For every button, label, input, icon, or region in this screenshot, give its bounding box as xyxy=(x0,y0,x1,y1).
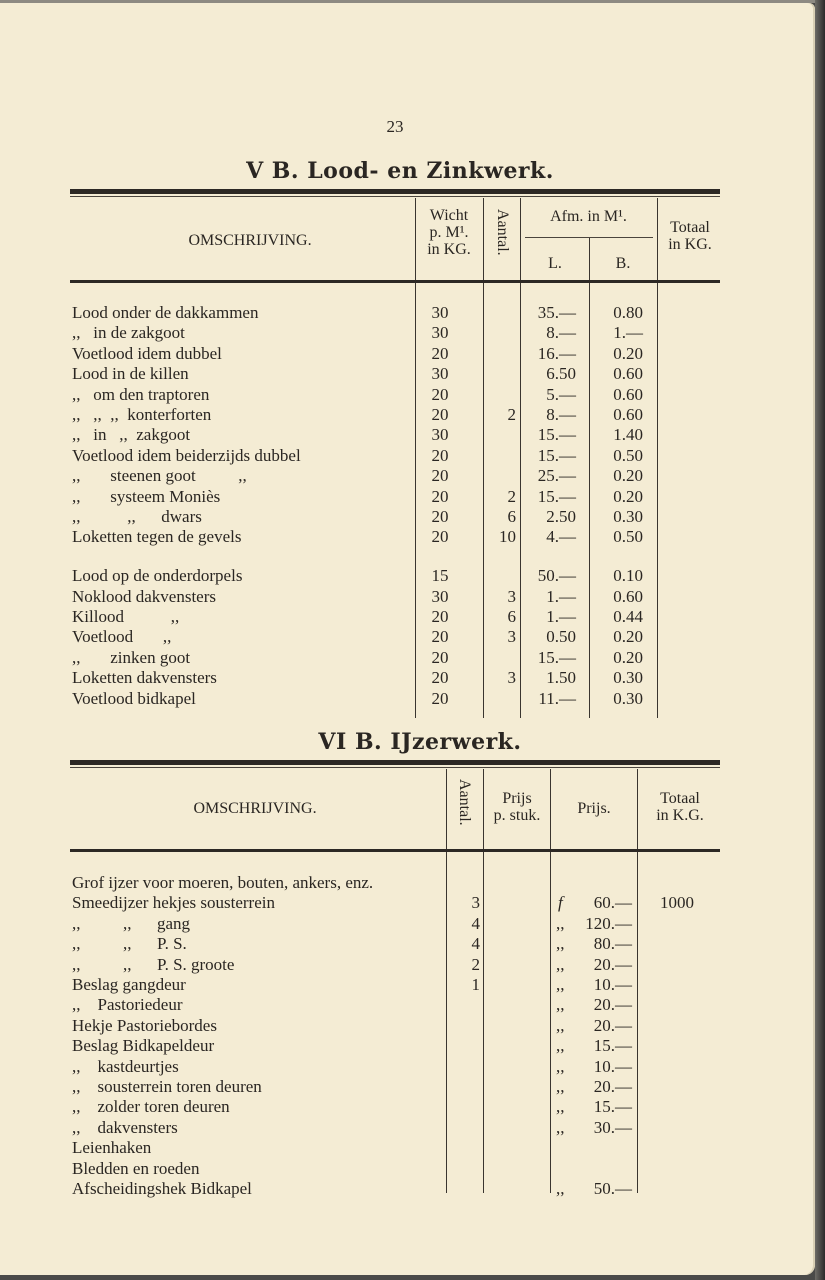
table-row xyxy=(0,914,720,934)
row-description: ,, Pastoriedeur xyxy=(72,995,183,1015)
row-prijs-value: 15.— xyxy=(593,1036,632,1056)
row-prijs xyxy=(552,1097,632,1117)
table-row xyxy=(0,1057,720,1077)
row-description: ,, in ,, zakgoot xyxy=(72,425,191,445)
row-prijs-prefix: ,, xyxy=(556,1036,565,1056)
row-aantal: 6 xyxy=(507,607,516,626)
row-wicht: 20 xyxy=(431,688,449,708)
row-prijs-prefix: ,, xyxy=(556,1117,565,1137)
row-breedte: 0.60 xyxy=(613,364,643,384)
row-prijs xyxy=(552,995,632,1015)
row-description: Killood ,, xyxy=(72,607,180,626)
header-line: Wicht xyxy=(429,207,469,224)
row-aantal: 2 xyxy=(471,954,480,974)
table1-header-b: B. xyxy=(615,255,631,272)
table-row xyxy=(0,934,720,954)
row-prijs-prefix: ,, xyxy=(556,1179,565,1198)
row-aantal: 2 xyxy=(507,486,516,506)
row-prijs-value: 20.— xyxy=(593,1015,632,1035)
row-prijs xyxy=(552,893,632,913)
row-prijs xyxy=(552,1016,632,1036)
row-description: Leienhaken xyxy=(72,1138,152,1158)
table1-header-afm: Afm. in M¹. xyxy=(550,208,627,225)
row-lengte: 25.— xyxy=(537,466,576,486)
table-row xyxy=(0,1179,720,1199)
row-description: Beslag gangdeur xyxy=(72,975,186,994)
row-lengte: 15.— xyxy=(537,445,576,465)
row-aantal: 3 xyxy=(507,586,516,606)
row-wicht: 20 xyxy=(431,507,449,526)
row-lengte: 35.— xyxy=(537,303,576,322)
row-lengte: 5.— xyxy=(546,384,576,404)
row-prijs-value: 10.— xyxy=(593,975,632,994)
row-prijs-prefix: ,, xyxy=(556,995,565,1015)
table-row xyxy=(0,648,720,668)
row-breedte: 0.20 xyxy=(613,627,643,647)
row-description: Lood onder de dakkammen xyxy=(72,303,259,322)
table2-header-bottom-rule xyxy=(70,849,720,852)
row-breedte: 0.30 xyxy=(613,668,643,688)
row-description: ,, ,, P. S. groote xyxy=(72,954,235,974)
header-line: Totaal xyxy=(670,219,710,236)
table1-afm-subrule xyxy=(525,237,653,238)
page-number: 23 xyxy=(386,117,404,136)
table1-top-thin-rule xyxy=(70,196,720,197)
row-wicht: 20 xyxy=(431,405,449,424)
row-aantal: 3 xyxy=(471,893,480,913)
table-row xyxy=(0,405,720,425)
table-row xyxy=(0,1159,720,1179)
row-breedte: 0.20 xyxy=(613,343,643,363)
row-prijs xyxy=(552,914,632,934)
table-row xyxy=(0,364,720,384)
row-breedte: 0.50 xyxy=(613,527,643,547)
row-description: ,, ,, dwars xyxy=(72,507,202,526)
row-breedte: 0.30 xyxy=(613,688,643,708)
row-description: Bledden en roeden xyxy=(72,1158,200,1178)
row-description: Noklood dakvensters xyxy=(72,586,217,606)
table-row xyxy=(0,507,720,527)
table-row xyxy=(0,995,720,1015)
row-wicht: 30 xyxy=(431,303,449,322)
row-description: Lood in de killen xyxy=(72,364,189,384)
row-prijs-value: 20.— xyxy=(593,995,632,1015)
row-aantal: 6 xyxy=(507,507,516,526)
table-row xyxy=(0,587,720,607)
header-line: in K.G. xyxy=(656,807,704,824)
row-description: ,, steenen goot ,, xyxy=(72,466,247,486)
row-prijs-prefix: ,, xyxy=(556,1077,565,1096)
row-description: ,, ,, ,, konterforten xyxy=(72,405,212,424)
row-wicht: 30 xyxy=(431,425,449,445)
row-breedte: 0.80 xyxy=(613,303,643,322)
row-wicht: 30 xyxy=(431,364,449,384)
row-description: ,, om den traptoren xyxy=(72,384,210,404)
table-row xyxy=(0,689,720,709)
table1-top-rule xyxy=(70,189,720,194)
row-lengte: 6.50 xyxy=(546,364,576,384)
header-line: in KG. xyxy=(427,241,471,258)
row-breedte: 0.60 xyxy=(613,384,643,404)
row-description: Lood op de onderdorpels xyxy=(72,566,243,586)
row-prijs-prefix: ,, xyxy=(556,934,565,954)
document-page xyxy=(0,3,815,1275)
row-wicht: 20 xyxy=(431,445,449,465)
row-wicht: 20 xyxy=(431,607,449,626)
row-breedte: 0.20 xyxy=(613,647,643,667)
row-prijs-prefix: ,, xyxy=(556,1056,565,1076)
row-prijs xyxy=(552,975,632,995)
row-breedte: 0.60 xyxy=(613,586,643,606)
row-description: ,, dakvensters xyxy=(72,1117,178,1137)
row-breedte: 0.60 xyxy=(613,405,643,424)
row-prijs xyxy=(552,1057,632,1077)
table2-header-prijs-stuk xyxy=(485,790,549,824)
row-breedte: 0.50 xyxy=(613,445,643,465)
table-row xyxy=(0,607,720,627)
row-prijs-value: 30.— xyxy=(593,1117,632,1137)
row-description: ,, zolder toren deuren xyxy=(72,1097,230,1117)
row-description: Loketten tegen de gevels xyxy=(72,527,242,547)
row-wicht: 15 xyxy=(431,566,449,586)
table-row xyxy=(0,975,720,995)
row-lengte: 2.50 xyxy=(546,507,576,526)
row-prijs-prefix: ,, xyxy=(556,954,565,974)
row-aantal: 4 xyxy=(471,913,480,933)
row-aantal: 3 xyxy=(507,627,516,647)
row-description: Voetlood bidkapel xyxy=(72,688,196,708)
row-breedte: 0.20 xyxy=(613,486,643,506)
row-description: Grof ijzer voor moeren, bouten, ankers, enz. xyxy=(72,873,374,892)
row-description: Loketten dakvensters xyxy=(72,668,217,688)
row-aantal: 4 xyxy=(471,934,480,954)
row-wicht: 30 xyxy=(431,586,449,606)
row-wicht: 20 xyxy=(431,384,449,404)
table-row xyxy=(0,955,720,975)
row-breedte: 0.20 xyxy=(613,466,643,486)
header-line: Totaal xyxy=(660,790,700,807)
row-lengte: 1.50 xyxy=(546,668,576,688)
row-description: ,, systeem Moniès xyxy=(72,486,221,506)
table-row xyxy=(0,1118,720,1138)
table-row xyxy=(0,1097,720,1117)
row-description: Hekje Pastoriebordes xyxy=(72,1015,217,1035)
table-row xyxy=(0,668,720,688)
row-lengte: 8.— xyxy=(546,405,576,424)
row-lengte: 11.— xyxy=(538,688,576,708)
table-row xyxy=(0,466,720,486)
header-line: p. M¹. xyxy=(429,224,469,241)
row-lengte: 1.— xyxy=(546,586,576,606)
row-prijs-prefix: ,, xyxy=(556,913,565,933)
table-row xyxy=(0,527,720,547)
section-title-lood-zinkwerk: V B. Lood- en Zinkwerk. xyxy=(246,158,554,184)
row-prijs-prefix: ,, xyxy=(556,1097,565,1117)
row-prijs-prefix: f xyxy=(558,893,563,913)
row-prijs xyxy=(552,1077,632,1097)
section-title-ijzerwerk: VI B. IJzerwerk. xyxy=(318,729,522,755)
row-totaal: 1000 xyxy=(660,893,694,913)
header-line: Prijs xyxy=(502,790,532,807)
row-prijs xyxy=(552,1036,632,1056)
row-description: Beslag Bidkapeldeur xyxy=(72,1036,215,1056)
row-description: Voetlood idem dubbel xyxy=(72,343,222,363)
row-description: ,, zinken goot xyxy=(72,647,191,667)
table2-header-aantal: Aantal. xyxy=(456,779,473,826)
table-row xyxy=(0,303,720,323)
header-line: p. stuk. xyxy=(493,807,541,824)
table1-header-totaal xyxy=(659,219,721,253)
table2-top-thin-rule xyxy=(70,767,720,768)
row-lengte: 0.50 xyxy=(546,627,576,647)
table-row xyxy=(0,487,720,507)
table-row xyxy=(0,873,720,893)
table-row xyxy=(0,446,720,466)
row-wicht: 30 xyxy=(431,323,449,343)
table-row xyxy=(0,1016,720,1036)
table1-header-wicht xyxy=(417,207,481,258)
row-aantal: 10 xyxy=(499,527,516,547)
table-row xyxy=(0,893,720,913)
row-prijs-value: 50.— xyxy=(593,1179,632,1198)
table2-header-omschrijving: OMSCHRIJVING. xyxy=(193,800,317,817)
row-prijs-value: 20.— xyxy=(593,1077,632,1096)
table1-header-l: L. xyxy=(548,255,562,272)
row-wicht: 20 xyxy=(431,343,449,363)
table-row xyxy=(0,385,720,405)
row-prijs-prefix: ,, xyxy=(556,975,565,994)
row-lengte: 1.— xyxy=(546,607,576,626)
row-aantal: 2 xyxy=(507,405,516,424)
row-prijs xyxy=(552,934,632,954)
table-row xyxy=(0,1036,720,1056)
table2-top-rule xyxy=(70,760,720,765)
row-breedte: 0.10 xyxy=(613,566,643,586)
row-breedte: 0.44 xyxy=(613,607,643,626)
row-breedte: 1.— xyxy=(613,323,643,343)
table-row xyxy=(0,323,720,343)
row-prijs-value: 120.— xyxy=(585,913,632,933)
row-description: ,, ,, gang xyxy=(72,913,191,933)
row-description: ,, in de zakgoot xyxy=(72,323,185,343)
row-lengte: 50.— xyxy=(537,566,576,586)
row-wicht: 20 xyxy=(431,466,449,486)
table1-header-omschrijving: OMSCHRIJVING. xyxy=(188,232,312,249)
book-page-edge xyxy=(815,0,825,1280)
row-wicht: 20 xyxy=(431,668,449,688)
row-aantal: 3 xyxy=(507,668,516,688)
row-breedte: 1.40 xyxy=(613,425,643,445)
row-prijs xyxy=(552,1179,632,1199)
row-breedte: 0.30 xyxy=(613,507,643,526)
row-description: Voetlood idem beiderzijds dubbel xyxy=(72,445,301,465)
row-wicht: 20 xyxy=(431,627,449,647)
row-description: Voetlood ,, xyxy=(72,627,172,647)
row-lengte: 15.— xyxy=(537,425,576,445)
row-description: Afscheidingshek Bidkapel xyxy=(72,1179,252,1198)
row-lengte: 15.— xyxy=(537,486,576,506)
row-description: ,, ,, P. S. xyxy=(72,934,187,954)
row-lengte: 15.— xyxy=(537,647,576,667)
table-row xyxy=(0,1077,720,1097)
table-row xyxy=(0,344,720,364)
row-prijs xyxy=(552,1118,632,1138)
row-prijs-value: 60.— xyxy=(593,893,632,913)
row-prijs-value: 20.— xyxy=(593,954,632,974)
table-row xyxy=(0,425,720,445)
header-line: in KG. xyxy=(668,236,712,253)
row-lengte: 8.— xyxy=(546,323,576,343)
row-wicht: 20 xyxy=(431,647,449,667)
row-wicht: 20 xyxy=(431,486,449,506)
row-lengte: 4.— xyxy=(546,527,576,547)
row-description: Smeedijzer hekjes sousterrein xyxy=(72,893,275,913)
row-prijs-value: 80.— xyxy=(593,934,632,954)
row-aantal: 1 xyxy=(471,975,480,994)
row-description: ,, kastdeurtjes xyxy=(72,1056,179,1076)
table1-header-bottom-rule xyxy=(70,280,720,283)
row-wicht: 20 xyxy=(431,527,449,547)
table-row xyxy=(0,627,720,647)
table-row xyxy=(0,1138,720,1158)
row-prijs-prefix: ,, xyxy=(556,1015,565,1035)
row-prijs-value: 10.— xyxy=(593,1056,632,1076)
row-prijs xyxy=(552,955,632,975)
table2-header-prijs: Prijs. xyxy=(577,800,611,817)
row-lengte: 16.— xyxy=(537,343,576,363)
row-description: ,, sousterrein toren deuren xyxy=(72,1077,262,1096)
row-prijs-value: 15.— xyxy=(593,1097,632,1117)
table2-header-totaal xyxy=(639,790,721,824)
table-row xyxy=(0,566,720,586)
table1-header-aantal: Aantal. xyxy=(494,209,511,256)
